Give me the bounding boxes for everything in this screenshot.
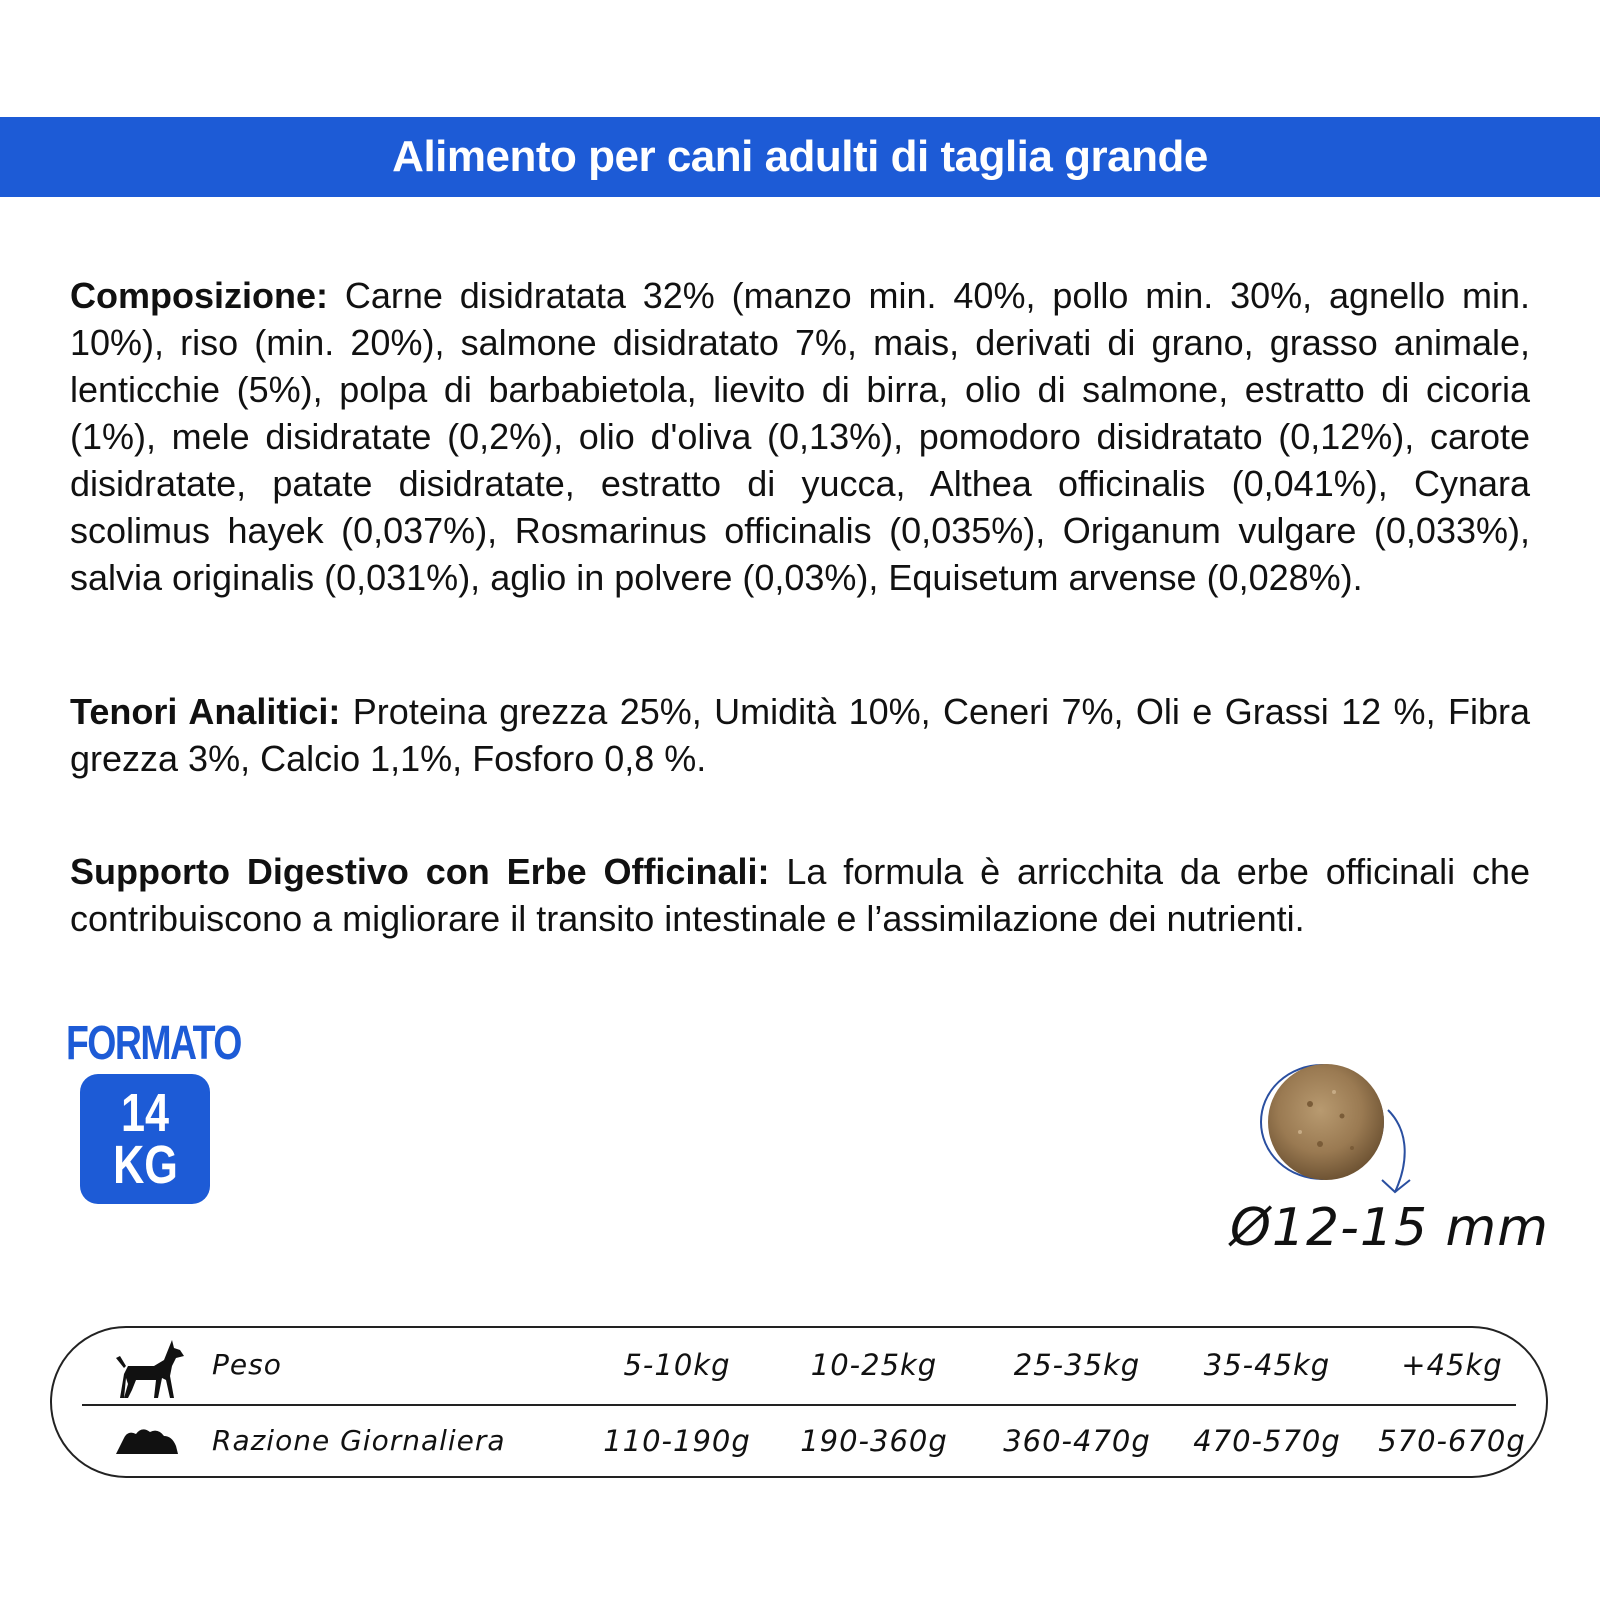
format-unit: KG xyxy=(112,1135,178,1195)
format-badge xyxy=(80,1074,210,1204)
table-row xyxy=(52,1404,1546,1480)
weight-cell: 35-45kg xyxy=(1203,1348,1331,1382)
composition-paragraph xyxy=(70,272,1530,601)
row-label: Razione Giornaliera xyxy=(212,1424,506,1457)
composition-label: Composizione: xyxy=(70,275,328,316)
analytical-paragraph xyxy=(70,688,1530,782)
digestive-label: Supporto Digestivo con Erbe Officinali: xyxy=(70,851,770,892)
format-title: FORMATO xyxy=(66,1017,241,1070)
kibble-size-label: Ø12-15 mm xyxy=(1230,1198,1549,1258)
ration-cell: 190-360g xyxy=(800,1424,948,1458)
digestive-text: La formula è arricchita da erbe officinali che contribuiscono a migliorare il transito intestinale e l’assimilazione dei nutrienti. xyxy=(70,851,1531,939)
ration-cell: 110-190g xyxy=(603,1424,751,1458)
page-title: Alimento per cani adulti di taglia grande xyxy=(392,132,1208,181)
format-value: 14 xyxy=(120,1083,170,1143)
kibble-pile-icon xyxy=(114,1426,180,1456)
digestive-paragraph xyxy=(70,848,1530,942)
ration-cell: 570-670g xyxy=(1378,1424,1526,1458)
composition-text: Carne disidratata 32% (manzo min. 40%, pollo min. 30%, agnello min. 10%), riso (min. 20%), salmone disidratato 7%, mais, derivati di grano, grasso animale, lenticchie (5%), polpa di barbabietola, lievito di birra, olio di salmone, estratto di cicoria (1%), mele disidratate (0,2%), olio d'oliva (0,13%), pomodoro disidratato (0,12%), carote disidratate, patate disidratate, estratto di yucca, Althea officinalis (0,041%), Cynara scolimus hayek (0,037%), Rosmarinus officinalis (0,035%), Origanum vulgare (0,033%), salvia originalis (0,031%), aglio in polvere (0,03%), Equisetum arvense (0,028%). xyxy=(70,275,1530,598)
feeding-table xyxy=(50,1326,1548,1478)
analytical-label: Tenori Analitici: xyxy=(70,691,341,732)
ration-cell: 360-470g xyxy=(1003,1424,1151,1458)
table-row xyxy=(52,1328,1546,1404)
dog-icon xyxy=(114,1336,186,1400)
weight-cell: 10-25kg xyxy=(810,1348,938,1382)
ration-cell: 470-570g xyxy=(1193,1424,1341,1458)
header-banner xyxy=(0,117,1600,197)
analytical-text: Proteina grezza 25%, Umidità 10%, Ceneri 7%, Oli e Grassi 12 %, Fibra grezza 3%, Calcio 1,1%, Fosforo 0,8 %. xyxy=(70,691,1530,779)
weight-cell: 25-35kg xyxy=(1013,1348,1141,1382)
row-label: Peso xyxy=(212,1348,282,1381)
weight-cell: 5-10kg xyxy=(623,1348,731,1382)
kibble-icon xyxy=(1260,1052,1420,1202)
weight-cell: +45kg xyxy=(1401,1348,1503,1382)
